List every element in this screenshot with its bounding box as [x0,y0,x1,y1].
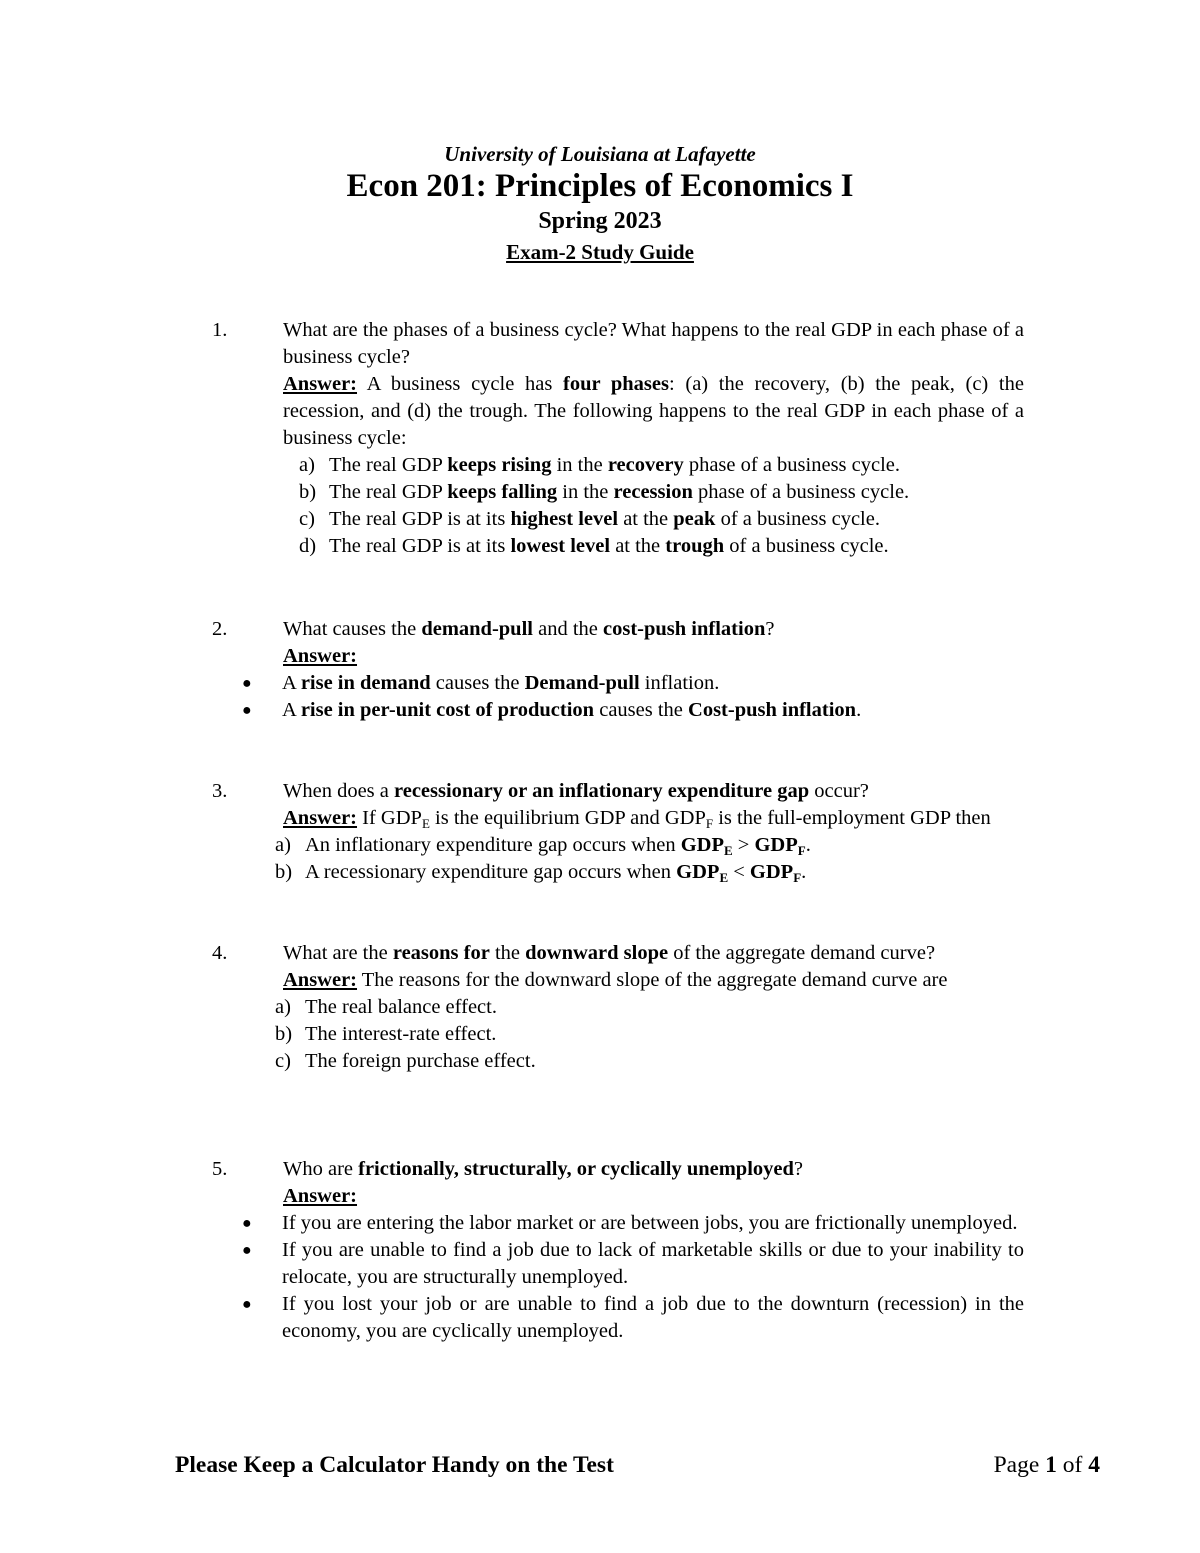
question-number: 1. [212,319,228,341]
answer-label: Answer: [283,373,358,395]
question-number: 5. [212,1158,228,1180]
bullet-icon: ● [242,1242,252,1259]
reason-list [259,994,1024,1075]
guide-title [0,240,1200,265]
question-3 [212,778,1024,886]
list-item: a) The real balance effect. [275,996,497,1018]
list-item: ● A rise in per-unit cost of production causes the Cost-push inflation. [212,697,1024,724]
list-item: ● A rise in demand causes the Demand-pull inflation. [212,670,1024,697]
question-text: When does a recessionary or an inflationary expenditure gap occur? [283,780,869,802]
answer-text: Answer: If $GDP_E$ is the equilibrium GDP and $GDP_F$ is the full-employment GDP then [283,807,991,831]
question-number: 4. [212,942,228,964]
answer-text [283,1183,1024,1210]
university-name: University of Louisiana at Lafayette [444,142,756,166]
list-item: b) A recessionary expenditure gap occurs when $GDP_E < GDP_F$. [275,861,807,885]
list-item: c) The foreign purchase effect. [275,1050,536,1072]
question-text: What are the reasons for the downward slope of the aggregate demand curve? [283,942,936,964]
list-item: b) The interest-rate effect. [275,1023,497,1045]
unemployment-list [212,1210,1024,1345]
answer-label: Answer: [283,969,358,991]
answer-text: Answer: A business cycle has four phases: (a) the recovery, (b) the peak, (c) the recession, and (d) the trough. The following happens to the real GDP in each phase of a business cycle: [283,373,1024,449]
bullet-icon: ● [242,702,252,719]
bullet-icon: ● [242,1215,252,1232]
bullet-icon: ● [242,1296,252,1313]
bullet-icon: ● [242,675,252,692]
question-text: What causes the demand-pull and the cost-push inflation? [283,618,775,640]
term: Spring 2023 [538,208,662,234]
list-item: ● If you are unable to find a job due to lack of marketable skills or due to your inability to relocate, you are structurally unemployed. [242,1239,1024,1288]
list-item: d) The real GDP is at its lowest level at the trough of a business cycle. [299,535,889,557]
answer-label: Answer: [283,645,358,667]
guide-title-text: Exam-2 Study Guide [506,240,694,264]
question-number: 2. [212,618,228,640]
list-item: c) The real GDP is at its highest level at the peak of a business cycle. [299,508,880,530]
list-item: a) The real GDP keeps rising in the recovery phase of a business cycle. [299,454,901,476]
answer-label: Answer: [283,807,358,829]
answer-text [283,643,1024,670]
list-item: ● If you lost your job or are unable to find a job due to the downturn (recession) in the economy, you are cyclically unemployed. [242,1293,1024,1342]
phase-list [283,452,1024,560]
answer-text: Answer: The reasons for the downward slope of the aggregate demand curve are [283,969,948,991]
question-text: Who are frictionally, structurally, or cyclically unemployed? [283,1158,804,1180]
question-5 [212,1156,1024,1345]
gap-list [259,832,1024,886]
question-2 [212,616,1024,724]
list-item: b) The real GDP keeps falling in the recession phase of a business cycle. [299,481,910,503]
question-number: 3. [212,780,228,802]
question-text: What are the phases of a business cycle? What happens to the real GDP in each phase of a business cycle? [283,319,1024,368]
list-item: a) An inflationary expenditure gap occurs when $GDP_E > GDP_F$. [275,834,811,858]
answer-label: Answer: [283,1185,358,1207]
list-item: ● If you are entering the labor market or are between jobs, you are frictionally unemployed. [212,1210,1024,1237]
question-1 [212,317,1024,560]
course-title: Econ 201: Principles of Economics I [346,168,854,204]
question-4 [212,940,1024,1075]
footer-note: Please Keep a Calculator Handy on the Test [175,1452,614,1478]
inflation-cause-list [212,670,1024,724]
page-number: Page 1 of 4 [993,1452,1100,1478]
